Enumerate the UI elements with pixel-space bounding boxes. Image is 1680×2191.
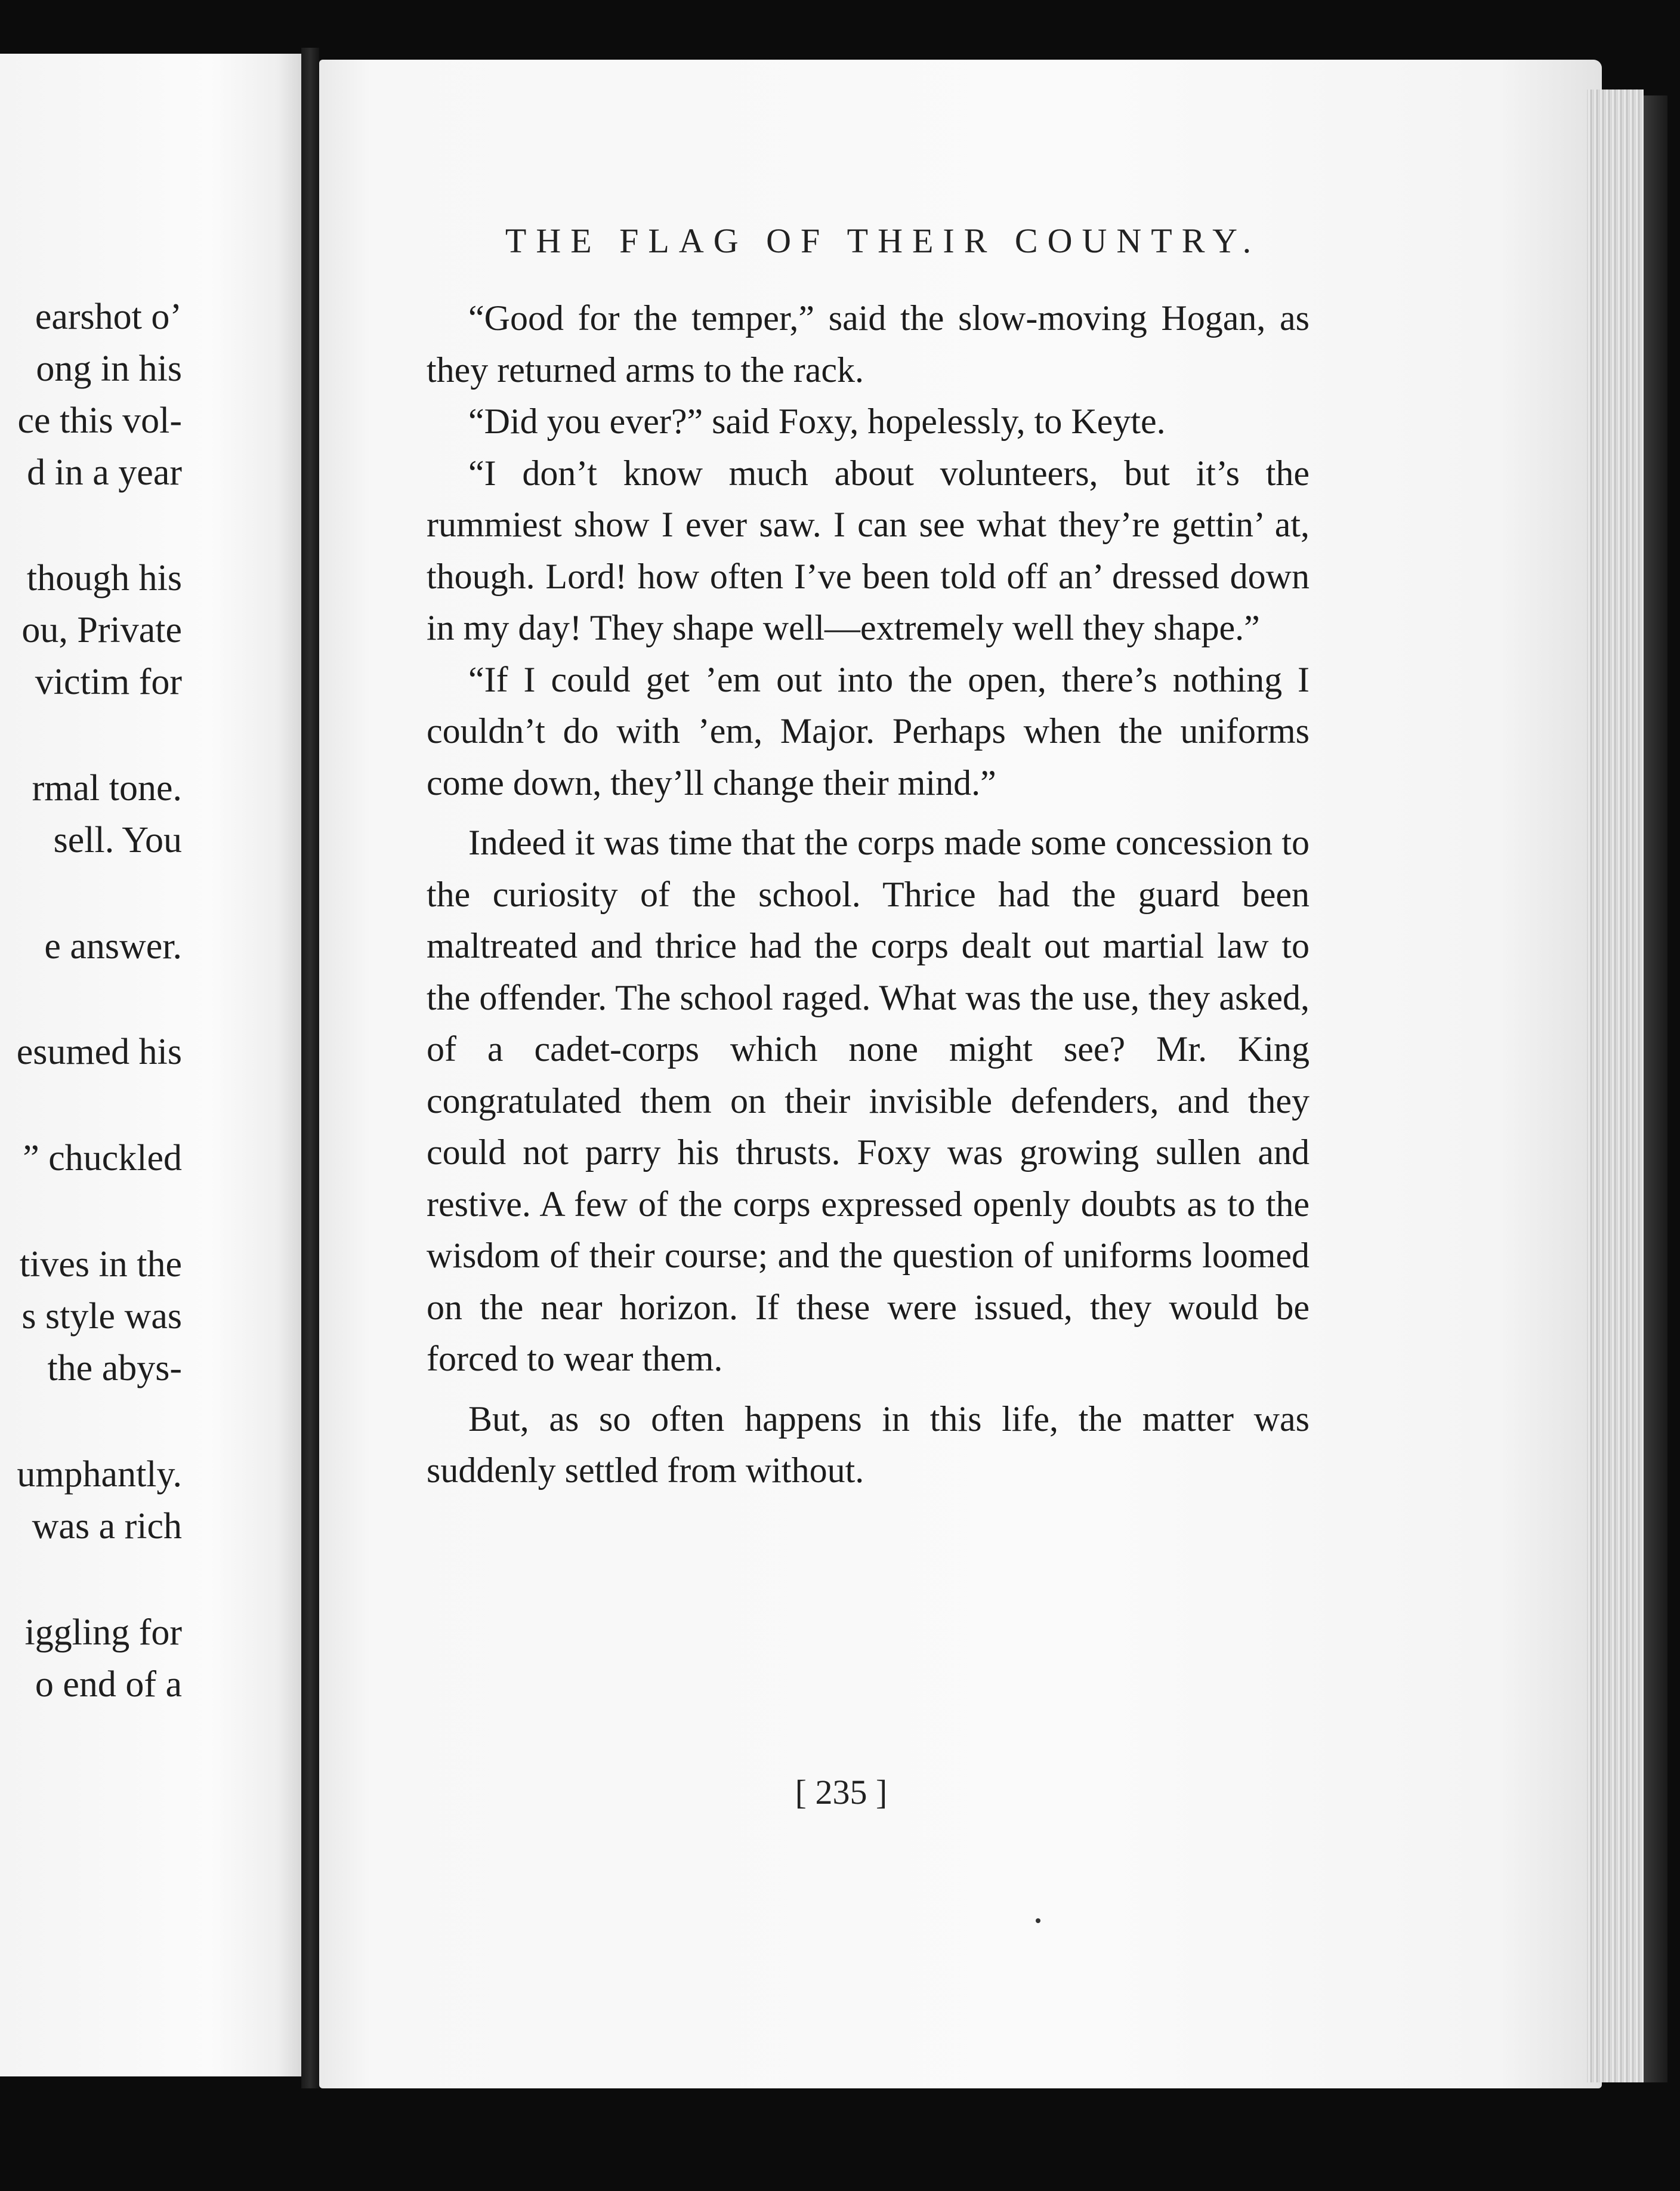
left-line: iggling for <box>24 1612 182 1653</box>
left-line: sell. You <box>53 820 182 860</box>
paragraph: “I don’t know much about volunteers, but it’s the rummiest show I ever saw. I can see what they’re gettin’ at, though. Lord! how often I’ve been told off an’ dressed down in my day! They shape well—extremely well they shape.” <box>427 453 1310 647</box>
left-line: esumed his <box>16 1032 182 1072</box>
left-line: o end of a <box>35 1664 182 1705</box>
left-line: ce this vol- <box>17 400 182 441</box>
paragraph: “Good for the temper,” said the slow-moving Hogan, as they returned arms to the rack. <box>427 298 1310 390</box>
book-gutter <box>301 48 319 2088</box>
left-line: rmal tone. <box>32 768 182 808</box>
left-facing-page <box>0 54 301 2076</box>
paragraph: Indeed it was time that the corps made some concession to the curiosity of the school. Thrice had the guard been maltreated and thrice had the corps dealt out martial law to the offender. The school raged. What was the use, they asked, of a cadet-corps which none might see? Mr. King congratulated them on their invisible defenders, and they could not parry his thrusts. Foxy was growing sullen and restive. A few of the corps expressed openly doubts as to the wisdom of their course; and the question of uniforms loomed on the near horizon. If these were issued, they would be forced to wear them. <box>427 823 1310 1378</box>
left-line: d in a year <box>27 452 182 493</box>
left-line: was a rich <box>32 1506 182 1547</box>
left-line: umphantly. <box>17 1454 182 1495</box>
left-line: ” chuckled <box>23 1138 182 1178</box>
left-line: ou, Private <box>21 610 182 650</box>
left-line: though his <box>26 558 182 598</box>
left-line: the abys- <box>47 1348 182 1388</box>
paragraph: “If I could get ’em out into the open, there’s nothing I couldn’t do with ’em, Major. Perhaps when the uniforms come down, they’ll change their mind.” <box>427 659 1310 803</box>
paper-speck <box>1036 1918 1040 1923</box>
left-line: tives in the <box>19 1244 182 1285</box>
left-line: ong in his <box>36 348 182 389</box>
left-line: victim for <box>35 662 182 702</box>
running-head: THE FLAG OF THEIR COUNTRY. <box>505 221 1261 260</box>
book-cover-edge <box>1644 95 1667 2082</box>
left-line: s style was <box>21 1296 182 1337</box>
page-body-text <box>427 292 1310 1496</box>
page-number: [ 235 ] <box>795 1773 888 1812</box>
paragraph: But, as so often happens in this life, the matter was suddenly settled from without. <box>427 1399 1310 1490</box>
page-block-edge <box>1587 90 1644 2082</box>
left-page-text <box>0 54 182 2076</box>
paragraph: “Did you ever?” said Foxy, hopelessly, to Keyte. <box>468 402 1166 441</box>
left-line: e answer. <box>44 926 182 967</box>
left-line: earshot o’ <box>35 297 182 337</box>
